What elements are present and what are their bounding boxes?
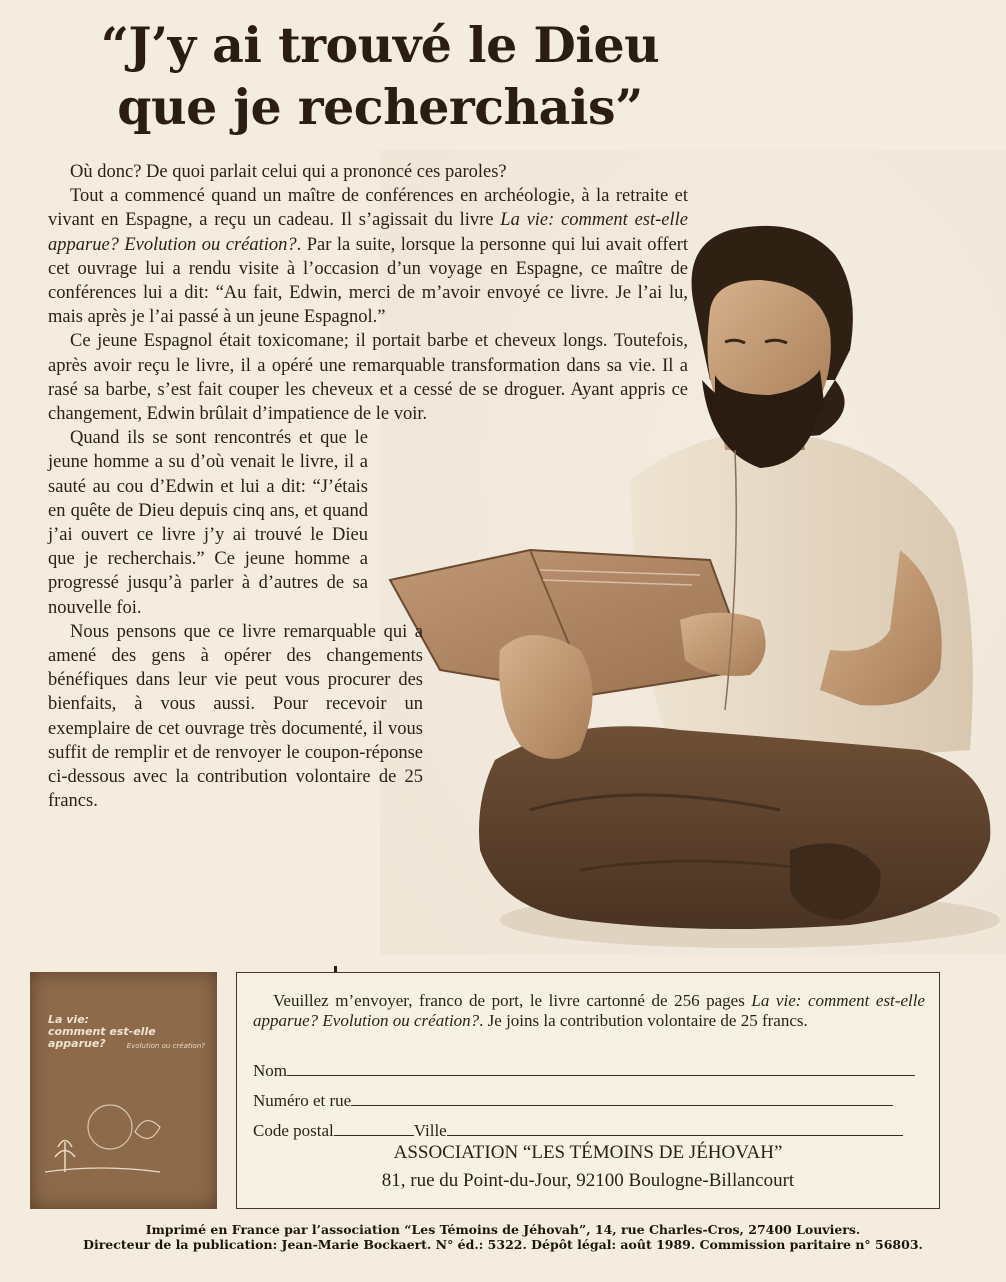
article-body (48, 160, 688, 813)
name-field-line[interactable] (287, 1061, 915, 1076)
book-title-inline: La vie: comment est-elle apparue? Evolution ou création? (48, 210, 688, 255)
footer-line-2: Directeur de la publication: Jean-Marie Bockaert. N° éd.: 5322. Dépôt légal: août 1989. Commission paritaire n° 56803. (83, 1237, 923, 1252)
headline-line-1: “J’y ai trouvé le Dieu (100, 16, 660, 74)
street-field[interactable] (253, 1091, 893, 1111)
coupon-intro-text-a: Veuillez m’envoyer, franco de port, le livre cartonné de 256 pages (273, 991, 752, 1010)
book-cover-illustration (40, 1072, 210, 1192)
paragraph-4: Quand ils se sont rencontrés et que le jeune homme a su d’où venait le livre, il a sauté au cou d’Edwin et lui a dit: “J’étais en quête de Dieu depuis cinq ans, et quand j’ai ouvert ce livre j’y ai trouvé le Dieu que je recherchais.” Ce jeune homme a progressé jusqu’à parler à d’autres de sa nouvelle foi. (48, 428, 368, 618)
paragraph-1: Où donc? De quoi parlait celui qui a prononcé ces paroles? (70, 162, 507, 182)
coupon-book-title: La vie: comment est-elle apparue? Evolution ou création? (253, 991, 925, 1030)
book-cover-image (30, 972, 217, 1209)
book-cover-title-line-2: comment est-elle apparue? (48, 1025, 156, 1050)
city-field-line[interactable] (447, 1121, 903, 1136)
headline (40, 14, 720, 138)
paragraph-3: Ce jeune Espagnol était toxicomane; il portait barbe et cheveux longs. Toutefois, après avoir reçu le livre, il a opéré une remarquable transformation dans sa vie. Il a rasé sa barbe, s’est fait couper les cheveux et a cessé de se droguer. Ayant appris ce changement, Edwin brûlait d’impatience de le voir. (48, 331, 688, 425)
name-field-label: Nom (253, 1061, 287, 1080)
headline-line-2: que je recherchais” (117, 78, 643, 136)
street-field-line[interactable] (351, 1091, 893, 1106)
city-field-label: Ville (413, 1121, 447, 1140)
street-field-label: Numéro et rue (253, 1091, 352, 1110)
imprint-footer (0, 1222, 1006, 1252)
paragraph-5: Nous pensons que ce livre remarquable qui a amené des gens à opérer des changements bénéfiques dans leur vie peut vous procurer des bienfaits, à vous aussi. Pour recevoir un exemplaire de cet ouvrage très documenté, il vous suffit de remplir et de renvoyer le coupon-réponse ci-dessous avec la contribution volontaire de 25 francs. (48, 621, 423, 812)
association-name: ASSOCIATION “LES TÉMOINS DE JÉHOVAH” (393, 1142, 783, 1163)
name-field[interactable] (253, 1061, 915, 1081)
postal-field-line[interactable] (334, 1121, 414, 1136)
postal-field-label: Code postal (253, 1121, 334, 1140)
reply-coupon (236, 972, 940, 1209)
paragraph-2-text-a: Tout a commencé quand un maître de conférences en archéologie, à la retraite et vivant en Espagne, a reçu un cadeau. Il s’agissait du livre (48, 186, 688, 231)
book-cover-title-line-1: La vie: (48, 1013, 90, 1026)
book-cover-subtitle: Evolution ou création? (126, 1042, 205, 1050)
paragraph-2 (48, 184, 688, 329)
coupon-intro (253, 991, 925, 1031)
postal-city-field[interactable] (253, 1121, 903, 1141)
coupon-intro-text-b: . Je joins la contribution volontaire de 25 francs. (479, 1011, 808, 1030)
association-address: 81, rue du Point-du-Jour, 92100 Boulogne-Billancourt (381, 1170, 795, 1191)
footer-line-1: Imprimé en France par l’association “Les Témoins de Jéhovah”, 14, rue Charles-Cros, 27400 Louviers. (145, 1222, 861, 1237)
paragraph-2-text-b: . Par la suite, lorsque la personne qui lui avait offert cet ouvrage lui a rendu visite à l’occasion d’un voyage en Espagne, ce maître de conférences lui a dit: “Au fait, Edwin, merci de m’avoir envoyé ce livre. Je l’ai lu, mais après je l’ai passé à un jeune Espagnol.” (48, 234, 688, 328)
